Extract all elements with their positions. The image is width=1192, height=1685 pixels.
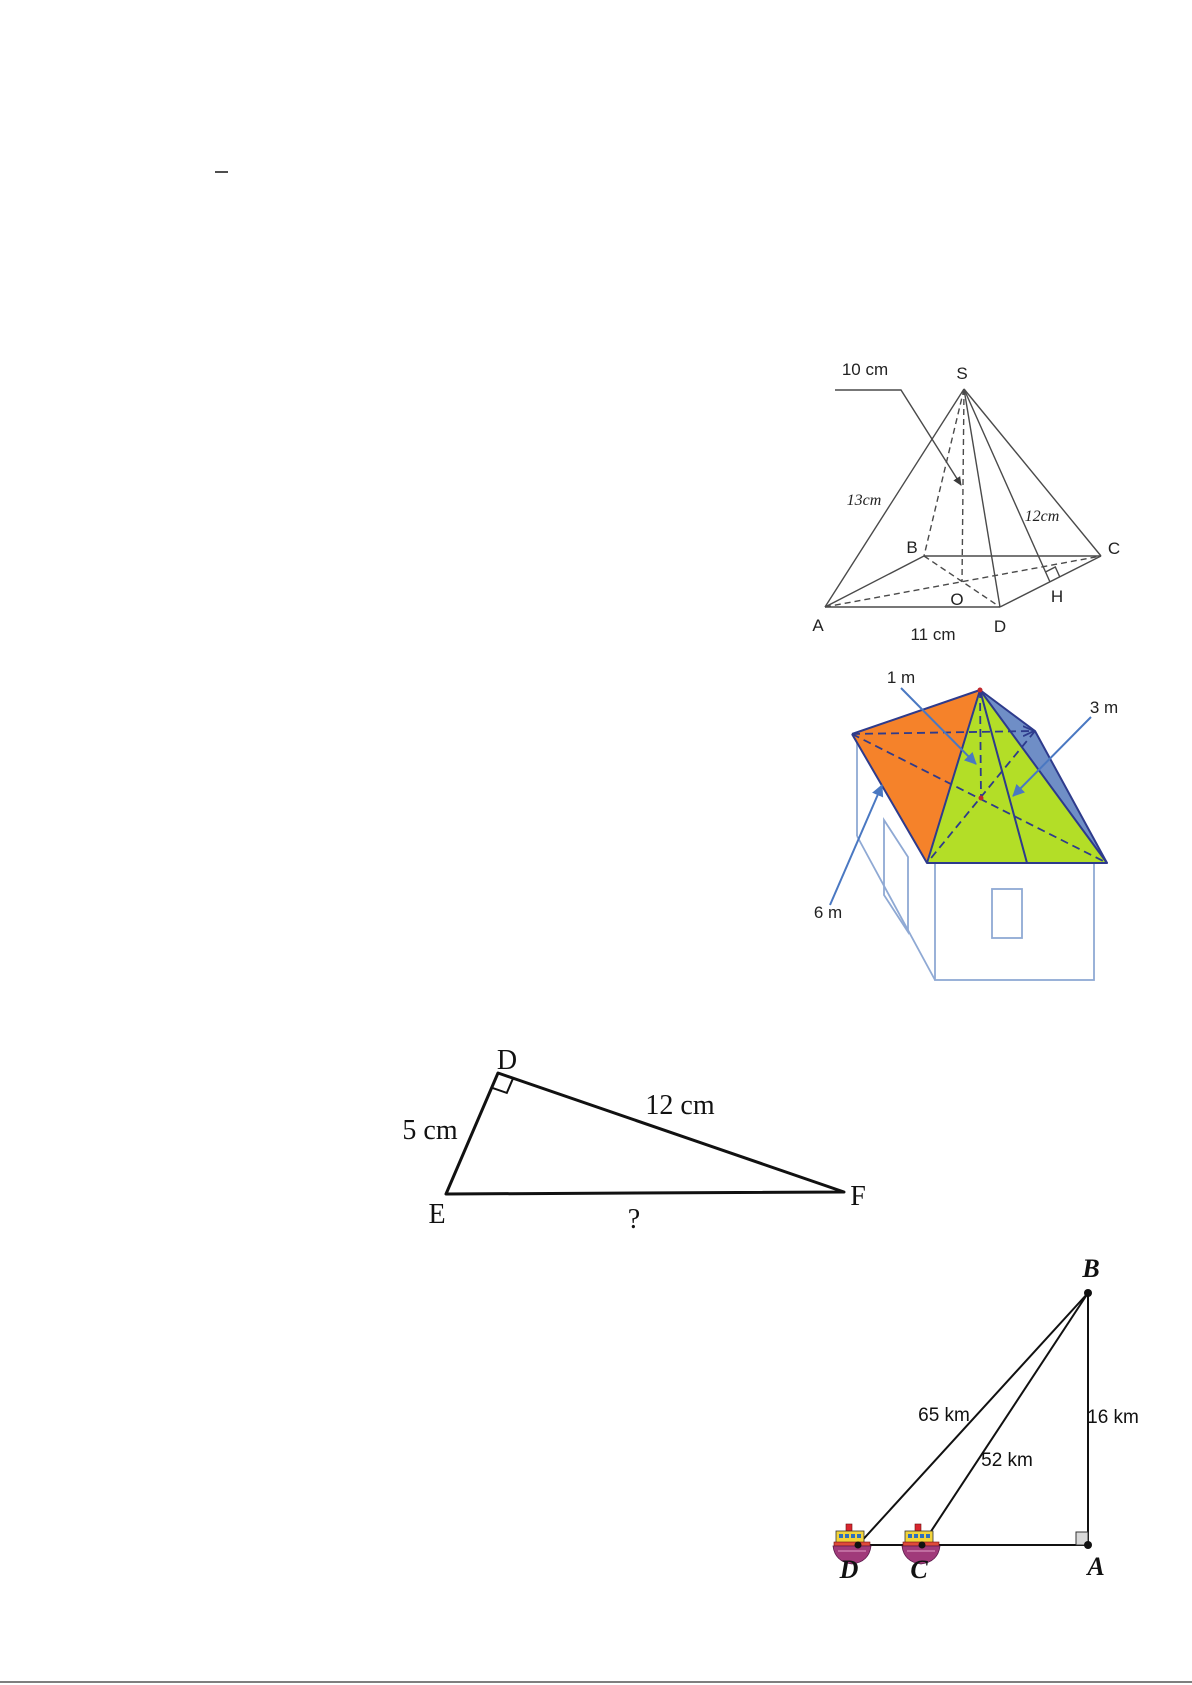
point-c	[919, 1542, 926, 1549]
front-window	[992, 889, 1022, 938]
side-de-label: 5 cm	[402, 1115, 458, 1146]
point-b	[1084, 1289, 1092, 1297]
vertex-a-label: A	[1087, 1552, 1105, 1581]
vertex-b-label: B	[1082, 1254, 1100, 1283]
roof-slant-label: 3 m	[1089, 698, 1119, 717]
apothem-label: 12cm	[1024, 508, 1060, 525]
segment-bd	[858, 1293, 1088, 1545]
edge-sb	[924, 389, 964, 556]
base-edge-label: 11 cm	[910, 625, 956, 644]
edge-ab	[825, 556, 924, 607]
vertex-c-label: C	[1107, 539, 1121, 558]
height-so	[962, 389, 964, 582]
side-df-label: 12 cm	[645, 1090, 715, 1121]
center-o-label: O	[950, 590, 964, 609]
vertex-e-label: E	[428, 1199, 446, 1230]
vertex-b-label: B	[906, 538, 918, 557]
point-d	[855, 1542, 862, 1549]
edge-sd	[964, 389, 1000, 607]
foot-h-label: H	[1050, 587, 1064, 606]
front-wall	[935, 863, 1094, 980]
roof-height-label: 1 m	[886, 668, 916, 687]
roof-base-label: 6 m	[813, 903, 843, 922]
distance-bd-label: 65 km	[918, 1405, 970, 1426]
point-a	[1084, 1541, 1092, 1549]
distance-ab-label: 16 km	[1087, 1407, 1139, 1428]
vertex-c-label: C	[910, 1555, 928, 1584]
lateral-edge-label: 13cm	[846, 492, 882, 509]
edge-sc	[964, 389, 1101, 556]
pyramid-figure	[812, 360, 1120, 644]
height-pointer	[835, 390, 961, 485]
roof-apex-point	[978, 688, 983, 693]
vertex-d-label: D	[993, 617, 1007, 636]
house-roof-figure	[814, 668, 1118, 980]
roof-height	[980, 690, 981, 798]
height-label: 10 cm	[841, 360, 889, 379]
slant-sh	[964, 389, 1050, 582]
vertex-f-label: F	[850, 1181, 866, 1212]
vertex-d-label: D	[839, 1555, 859, 1584]
ships-figure	[833, 1254, 1139, 1584]
distance-bc-label: 52 km	[981, 1450, 1033, 1471]
triangle-def-figure	[402, 1045, 865, 1235]
roof-center-point	[979, 796, 984, 801]
side-ef-label: ?	[627, 1204, 641, 1235]
vertex-d-label: D	[496, 1045, 518, 1076]
vertex-a-label: A	[812, 616, 824, 635]
base-arrow	[830, 785, 882, 905]
vertex-s-label: S	[956, 364, 968, 383]
side-door	[884, 820, 908, 932]
